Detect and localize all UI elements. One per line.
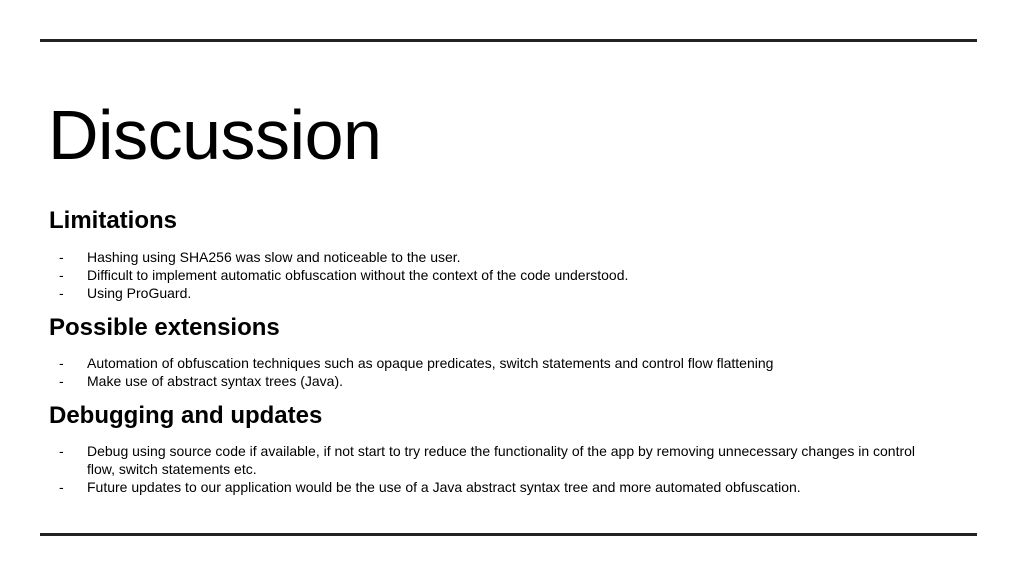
section-heading-possible-extensions: Possible extensions [49,314,280,341]
section-heading-debugging-and-updates: Debugging and updates [49,402,323,429]
bullet-text: Debug using source code if available, if not start to try reduce the functionality of the app by removing unnecessary changes in control flow, switch statements etc. [87,443,916,477]
limitations-list [56,248,926,302]
top-divider [40,39,977,42]
bullet-text: Difficult to implement automatic obfuscation without the context of the code understood. [87,267,629,283]
section-heading-limitations: Limitations [49,207,178,234]
bullet-dash: - [59,443,64,459]
list-item [56,478,926,496]
list-item [56,372,926,390]
bullet-dash: - [59,249,64,265]
list-item [56,354,926,372]
bullet-text: Using ProGuard. [87,285,192,301]
list-item [56,248,926,266]
bullet-text: Make use of abstract syntax trees (Java). [87,373,343,389]
debugging-list [56,442,926,496]
bullet-dash: - [59,355,64,371]
bullet-dash: - [59,267,64,283]
slide-title: Discussion [48,96,382,174]
list-item [56,284,926,302]
bullet-text: Hashing using SHA256 was slow and noticeable to the user. [87,249,461,265]
bottom-divider [40,533,977,536]
bullet-dash: - [59,285,64,301]
bullet-dash: - [59,479,64,495]
list-item [56,442,926,478]
bullet-text: Future updates to our application would be the use of a Java abstract syntax tree and more automated obfuscation. [87,479,801,495]
list-item [56,266,926,284]
extensions-list [56,354,926,390]
bullet-dash: - [59,373,64,389]
bullet-text: Automation of obfuscation techniques such as opaque predicates, switch statements and control flow flattening [87,355,774,371]
